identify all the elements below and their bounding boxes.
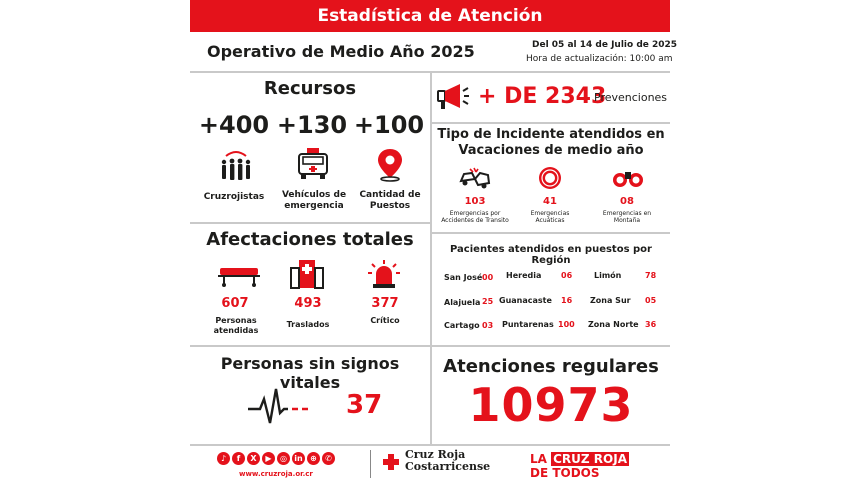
red-cross-logo-icon <box>382 453 400 471</box>
operativo-dates: Del 05 al 14 de Julio de 2025 <box>532 40 678 50</box>
incidente-value: 08 <box>620 196 634 207</box>
region-name: Zona Norte <box>588 320 639 329</box>
recurso-value: +400 <box>198 111 270 139</box>
tiktok-icon[interactable]: ♪ <box>217 452 230 465</box>
sin-signos-title: Personas sin signos vitales <box>220 354 400 392</box>
web-icon[interactable]: ⊕ <box>307 452 320 465</box>
region-value: 03 <box>482 321 494 330</box>
x-icon[interactable]: X <box>247 452 260 465</box>
prevenciones-value: + DE 2343 <box>478 84 607 109</box>
afectaciones-title: Afectaciones totales <box>206 229 414 250</box>
incidente-label: Emergencias por Accidentes de Transito <box>441 210 509 224</box>
incidente-value: 41 <box>543 196 557 207</box>
afectacion-label: Traslados <box>286 320 330 329</box>
incidentes-title-line2: Vacaciones de medio año <box>458 143 644 158</box>
binoculars-icon <box>612 166 644 190</box>
afectacion-value: 377 <box>371 296 399 311</box>
divider <box>432 232 670 234</box>
slogan-cruz: CRUZ ROJA <box>553 452 627 466</box>
divider <box>190 222 430 224</box>
slogan-de: DE TODOS <box>530 466 600 480</box>
incidentes-title-line1: Tipo de Incidente atendidos en <box>437 127 665 142</box>
megaphone-icon <box>436 82 470 112</box>
recurso-value: +100 <box>353 111 425 139</box>
divider <box>432 122 670 124</box>
incidente-label: Emergencias Acuáticas <box>530 210 570 224</box>
stretcher-icon <box>216 262 262 288</box>
region-value: 25 <box>482 297 494 306</box>
update-time: Hora de actualización: 10:00 am <box>526 54 673 64</box>
afectacion-value: 607 <box>221 296 249 311</box>
region-value: 36 <box>645 320 657 329</box>
facebook-icon[interactable]: f <box>232 452 245 465</box>
region-name: Heredia <box>506 271 542 280</box>
region-name: Guanacaste <box>499 296 552 305</box>
linkedin-icon[interactable]: in <box>292 452 305 465</box>
people-icon <box>218 148 254 184</box>
region-value: 100 <box>558 320 575 329</box>
org-line2: Costarricense <box>405 460 491 473</box>
divider <box>190 444 670 446</box>
region-value: 16 <box>561 296 573 305</box>
afectacion-label: Personas atendidas <box>213 316 259 335</box>
website-link[interactable]: www.cruzroja.or.cr <box>239 470 313 478</box>
divider <box>370 450 371 478</box>
org-name <box>405 449 490 473</box>
region-name: Cartago <box>444 321 480 330</box>
region-value: 78 <box>645 271 657 280</box>
incidentes-title <box>432 127 670 159</box>
page-title: Estadística de Atención <box>317 6 543 26</box>
afectacion-value: 493 <box>294 296 322 311</box>
header-bar <box>190 0 670 32</box>
slogan <box>530 452 629 480</box>
pacientes-title: Pacientes atendidos en puestos por Región <box>450 244 652 266</box>
youtube-icon[interactable]: ▶ <box>262 452 275 465</box>
recurso-value: +130 <box>276 111 348 139</box>
region-value: 00 <box>482 273 494 282</box>
sin-signos-value: 37 <box>346 390 383 420</box>
incidente-label: Emergencias en Montaña <box>602 210 652 224</box>
lifebuoy-icon <box>537 165 563 191</box>
prevenciones-label: Prevenciones <box>594 91 668 104</box>
social-icons <box>217 452 335 465</box>
atenciones-title: Atenciones regulares <box>443 356 659 377</box>
incidente-value: 103 <box>464 196 486 207</box>
slogan-la: LA <box>530 452 547 466</box>
whatsapp-icon[interactable]: ✆ <box>322 452 335 465</box>
recurso-label: Cantidad de Puestos <box>359 190 421 211</box>
ambulance-icon <box>295 146 331 182</box>
region-name: Puntarenas <box>502 320 554 329</box>
region-value: 05 <box>645 296 657 305</box>
region-name: Alajuela <box>444 298 481 307</box>
instagram-icon[interactable]: ◎ <box>277 452 290 465</box>
siren-icon <box>367 258 401 290</box>
recursos-title: Recursos <box>263 78 357 99</box>
operativo-title: Operativo de Medio Año 2025 <box>207 42 475 61</box>
region-name: Zona Sur <box>590 296 631 305</box>
region-name: Limón <box>594 271 622 280</box>
car-crash-icon <box>458 165 492 191</box>
afectacion-label: Crítico <box>370 316 400 325</box>
hospital-icon <box>289 256 325 290</box>
region-name: San José <box>444 273 483 282</box>
recurso-label: Vehículos de emergencia <box>281 190 347 211</box>
recurso-label: Cruzrojistas <box>203 192 265 202</box>
heartbeat-icon <box>246 385 312 429</box>
region-value: 06 <box>561 271 573 280</box>
location-pin-icon <box>372 146 408 182</box>
atenciones-value: 10973 <box>468 378 634 432</box>
divider <box>190 345 670 347</box>
org-line1: Cruz Roja <box>405 448 466 461</box>
